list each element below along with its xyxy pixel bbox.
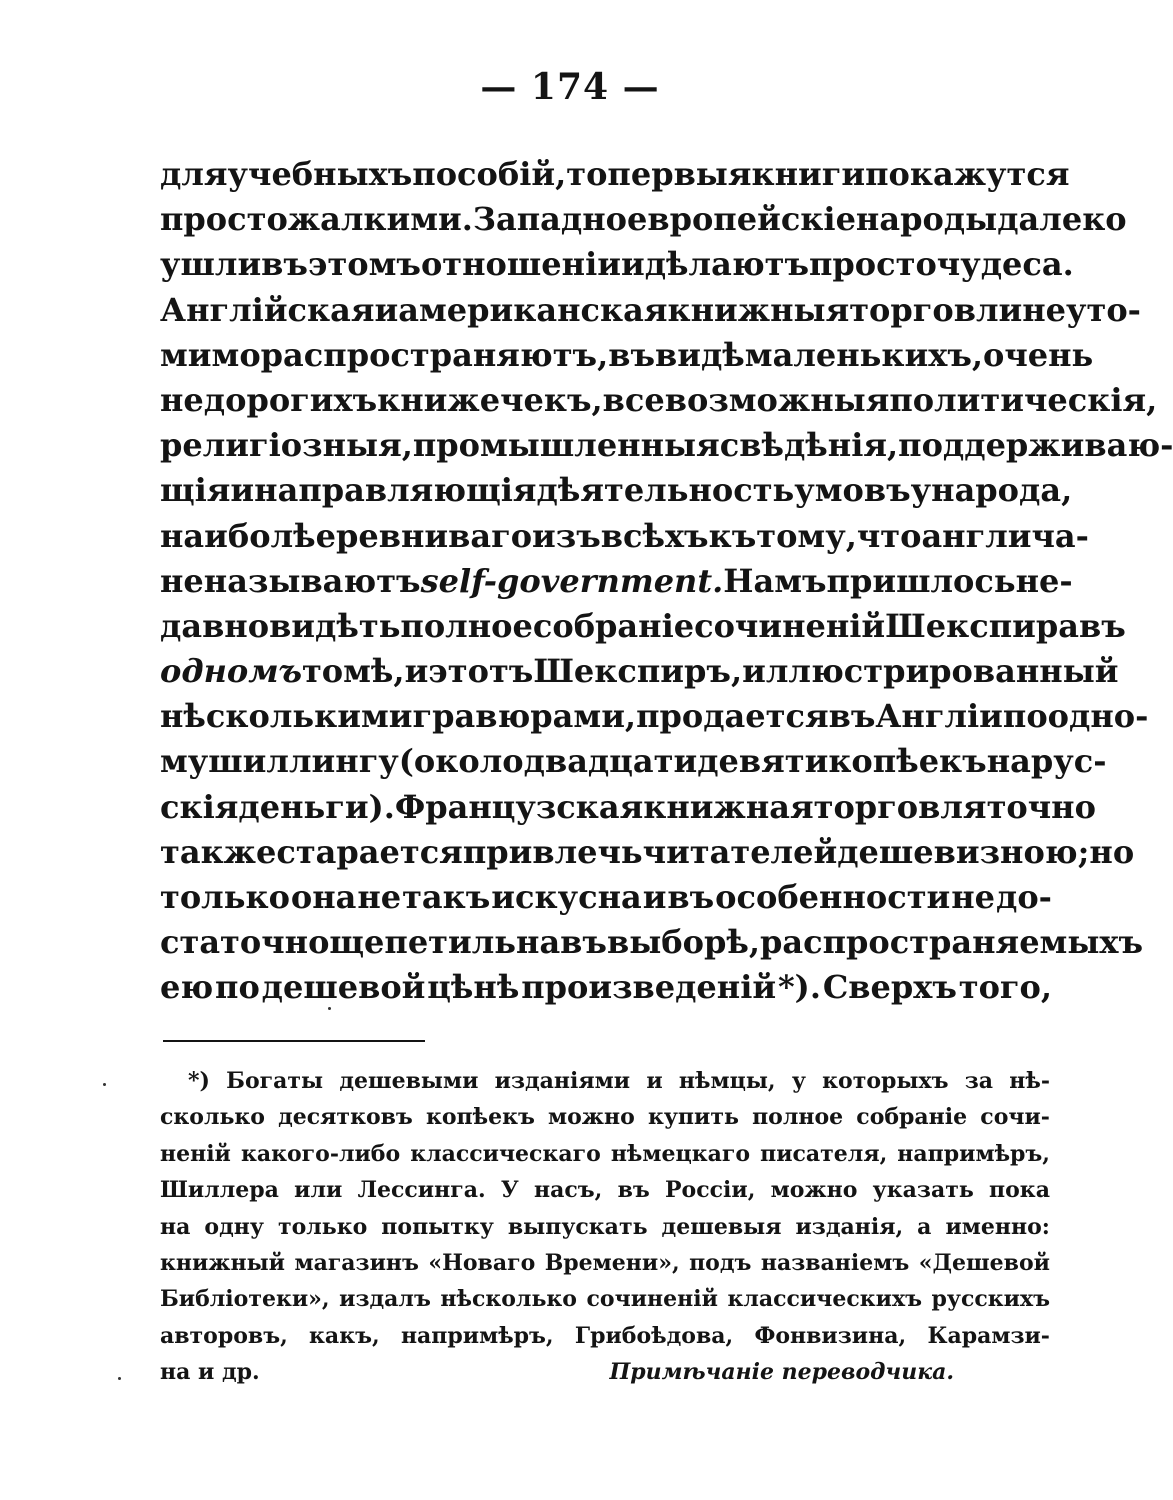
speck bbox=[118, 1377, 121, 1380]
footnote-line bbox=[160, 1318, 1050, 1354]
body-word: ревниваго bbox=[336, 516, 533, 555]
body-word: ею bbox=[160, 968, 214, 1007]
footnote-word: русскихъ bbox=[931, 1286, 1050, 1313]
footnote-word: сколько bbox=[160, 1104, 265, 1131]
body-word: произведеній bbox=[521, 968, 777, 1007]
body-word: въ bbox=[828, 697, 876, 736]
body-word: до- bbox=[995, 878, 1052, 916]
footnote-word: и bbox=[646, 1068, 663, 1094]
body-line bbox=[160, 649, 1119, 694]
body-word: щія bbox=[160, 471, 231, 510]
body-word: пришлось bbox=[826, 561, 1016, 600]
body-word: девяти bbox=[697, 742, 829, 781]
footnote-word: именно: bbox=[945, 1213, 1050, 1240]
body-word: просто bbox=[160, 200, 288, 239]
footnote-word: нѣмецкаго bbox=[610, 1140, 751, 1167]
footnote-word: нѣсколько bbox=[440, 1286, 577, 1313]
body-line bbox=[160, 152, 1070, 197]
body-word: сочиненій bbox=[694, 606, 886, 645]
footnote-word: У bbox=[500, 1177, 519, 1204]
footnote-line bbox=[160, 1209, 1050, 1245]
body-line bbox=[160, 830, 1135, 875]
body-word: торговли bbox=[849, 290, 1023, 329]
footnote-word: Лессинга. bbox=[357, 1177, 486, 1204]
footnote bbox=[160, 1063, 1050, 1391]
body-word: къ bbox=[708, 516, 757, 555]
body-line bbox=[160, 965, 1052, 1010]
body-word: учебныхъ bbox=[227, 155, 413, 193]
body-line bbox=[160, 694, 1149, 739]
body-word: одно- bbox=[1047, 697, 1149, 736]
footnote-word: подъ bbox=[689, 1249, 752, 1276]
body-line bbox=[160, 875, 1052, 920]
body-word: книжныя bbox=[667, 290, 850, 329]
body-word: одномъ bbox=[160, 652, 302, 691]
body-word: покажутся bbox=[865, 155, 1070, 193]
footnote-word: изданія, bbox=[795, 1213, 904, 1240]
footnote-word: одну bbox=[204, 1213, 264, 1240]
body-word: тому, bbox=[756, 516, 857, 555]
body-line bbox=[160, 242, 1074, 287]
body-line bbox=[160, 604, 1126, 649]
body-word: первыя bbox=[607, 155, 752, 193]
body-word: мимо bbox=[160, 335, 261, 374]
body-word: Намъ bbox=[723, 561, 827, 600]
speck bbox=[328, 1007, 331, 1010]
body-word: рус- bbox=[1030, 742, 1107, 781]
body-word: копѣекъ bbox=[828, 742, 987, 781]
body-word: и bbox=[230, 471, 255, 510]
footnote-word: пока bbox=[989, 1177, 1050, 1204]
body-word: искусна bbox=[491, 878, 642, 916]
footnote-word: классическаго bbox=[410, 1140, 601, 1167]
body-word: точно bbox=[986, 787, 1096, 826]
body-word: книжечекъ, bbox=[377, 380, 603, 419]
footnote-word: а bbox=[917, 1213, 932, 1240]
body-word: щепетильна bbox=[329, 923, 561, 962]
footnote-word: или bbox=[294, 1177, 343, 1204]
body-word: self-government. bbox=[420, 561, 724, 600]
body-word: такъ bbox=[402, 878, 491, 916]
body-word: дешевой bbox=[261, 968, 426, 1007]
footnote-word: названіемъ bbox=[760, 1249, 910, 1276]
body-word: всѣхъ bbox=[600, 516, 709, 555]
body-word: наиболѣе bbox=[160, 516, 336, 555]
footnote-word: только bbox=[277, 1213, 368, 1240]
body-word: жалкими. bbox=[287, 200, 473, 239]
body-line bbox=[160, 920, 1144, 965]
body-word: выборѣ, bbox=[606, 923, 760, 962]
body-line bbox=[160, 514, 1089, 559]
body-word: англича- bbox=[921, 516, 1089, 555]
footnote-word: у bbox=[791, 1068, 806, 1094]
body-word: свѣдѣнія, bbox=[719, 426, 899, 465]
body-word: дѣлаютъ bbox=[644, 245, 809, 284]
body-word: не- bbox=[1015, 561, 1073, 600]
footnote-word: какъ, bbox=[309, 1322, 380, 1349]
footnote-word: Времени», bbox=[544, 1249, 680, 1276]
footnote-word: сочи- bbox=[980, 1104, 1050, 1131]
footnote-line bbox=[160, 1136, 1050, 1172]
body-word: привлечь bbox=[462, 832, 643, 871]
body-word: промышленныя bbox=[412, 426, 720, 465]
footnote-word: въ bbox=[617, 1177, 650, 1204]
body-word: Шекспира bbox=[885, 606, 1079, 645]
footnote-word: писателя, bbox=[760, 1140, 888, 1167]
body-line bbox=[160, 423, 1173, 468]
footnote-line bbox=[160, 1172, 1050, 1208]
footnote-word: Шиллера bbox=[160, 1177, 279, 1204]
footnote-word: попытку bbox=[381, 1213, 494, 1240]
body-word: чудеса. bbox=[936, 245, 1074, 284]
body-word: только bbox=[160, 878, 290, 916]
footnote-line bbox=[160, 1099, 1050, 1135]
body-word: называютъ bbox=[203, 561, 421, 600]
footnote-word: магазинъ bbox=[294, 1249, 419, 1276]
footnote-line bbox=[160, 1281, 1050, 1317]
footnote-word: за bbox=[964, 1068, 993, 1094]
body-word: всевозможныя bbox=[602, 380, 890, 419]
body-word: видѣть bbox=[269, 606, 401, 645]
body-word: гравюрами, bbox=[412, 697, 637, 736]
body-word: особенности bbox=[715, 878, 951, 916]
footnote-word: собраніе bbox=[856, 1104, 968, 1131]
body-word: у bbox=[910, 471, 932, 510]
body-line bbox=[160, 468, 1073, 513]
body-word: поддерживаю- bbox=[898, 426, 1173, 465]
body-word: изъ bbox=[532, 516, 601, 555]
body-word: видѣ bbox=[655, 335, 745, 374]
body-word: въ bbox=[667, 878, 715, 916]
body-word: деньги). bbox=[238, 787, 395, 826]
body-word: собраніе bbox=[532, 606, 695, 645]
footnote-word: какого-либо bbox=[240, 1140, 401, 1167]
body-word: двадцати bbox=[523, 742, 698, 781]
body-word: *). bbox=[777, 968, 821, 1007]
footnote-separator bbox=[163, 1040, 425, 1042]
body-line bbox=[160, 785, 1096, 830]
body-word: цѣнѣ bbox=[427, 968, 520, 1007]
body-word: что bbox=[856, 516, 922, 555]
footnote-line bbox=[160, 1354, 1050, 1390]
body-word: маленькихъ, bbox=[744, 335, 983, 374]
body-word: статочно bbox=[160, 923, 330, 962]
body-word: и bbox=[642, 878, 667, 916]
footnote-word: насъ, bbox=[534, 1177, 603, 1204]
footnote-word: которыхъ bbox=[822, 1068, 949, 1094]
body-word: торговля bbox=[813, 787, 987, 826]
body-word: также bbox=[160, 832, 277, 871]
footnote-word: можно bbox=[548, 1104, 635, 1131]
footnote-word: издалъ bbox=[339, 1286, 431, 1313]
body-line bbox=[160, 378, 1158, 423]
body-word: то bbox=[566, 155, 608, 193]
footnote-word: копѣекъ bbox=[425, 1104, 535, 1131]
footnote-word: дешевыя bbox=[661, 1213, 782, 1240]
body-word: религіозныя, bbox=[160, 426, 413, 465]
body-word: дешевизною; bbox=[837, 832, 1090, 871]
body-word: просто bbox=[809, 245, 937, 284]
body-word: и bbox=[620, 245, 645, 284]
body-word: въ bbox=[1078, 606, 1126, 645]
body-word: дѣятельность bbox=[536, 471, 795, 510]
body-word: въ bbox=[560, 923, 607, 962]
body-word: народы bbox=[855, 200, 998, 239]
footnote-word: напримѣръ, bbox=[400, 1322, 554, 1349]
body-word: старается bbox=[276, 832, 463, 871]
speck bbox=[103, 1083, 106, 1086]
body-word: давно bbox=[160, 606, 270, 645]
footnote-word: нѣмцы, bbox=[678, 1068, 776, 1094]
footnote-word: *) bbox=[188, 1068, 210, 1094]
body-word: отношеніи bbox=[420, 245, 621, 284]
body-word: Англійская bbox=[160, 290, 375, 329]
translator-note-signature: Примѣчаніе переводчика. bbox=[609, 1359, 954, 1386]
body-word: на bbox=[986, 742, 1031, 781]
footnote-word: книжный bbox=[160, 1249, 285, 1276]
footnote-word: Фонвизина, bbox=[754, 1322, 907, 1349]
body-word: пособій, bbox=[412, 155, 567, 193]
footnote-word: «Дешевой bbox=[918, 1249, 1050, 1276]
body-word: книжная bbox=[643, 787, 814, 826]
footnote-word: нѣ- bbox=[1009, 1068, 1050, 1094]
body-word: не bbox=[160, 561, 204, 600]
footnote-word: на и др. bbox=[160, 1359, 260, 1386]
body-word: книги bbox=[751, 155, 866, 193]
footnote-word: Россіи, bbox=[665, 1177, 756, 1204]
body-line bbox=[160, 739, 1107, 784]
body-word: Французская bbox=[394, 787, 644, 826]
body-word: не bbox=[951, 878, 996, 916]
footnote-line bbox=[160, 1063, 1050, 1099]
body-word: американская bbox=[398, 290, 668, 329]
body-text bbox=[160, 152, 1173, 1011]
body-word: читателей bbox=[642, 832, 838, 871]
body-word: этомъ bbox=[307, 245, 421, 284]
footnote-word: Грибоѣдова, bbox=[574, 1322, 734, 1349]
body-word: Западноевропейскіе bbox=[472, 200, 856, 239]
footnote-line bbox=[160, 1245, 1050, 1281]
footnote-word: «Новаго bbox=[428, 1249, 536, 1276]
footnote-word: классическихъ bbox=[727, 1286, 922, 1313]
body-word: очень bbox=[983, 335, 1094, 374]
body-word: распространяютъ, bbox=[260, 335, 609, 374]
body-word: продается bbox=[636, 697, 829, 736]
body-word: ушли bbox=[160, 245, 262, 284]
body-word: томѣ, bbox=[301, 652, 405, 691]
footnote-word: указать bbox=[872, 1177, 974, 1204]
body-word: умовъ bbox=[794, 471, 911, 510]
body-word: недорогихъ bbox=[160, 380, 378, 419]
footnote-word: на bbox=[160, 1213, 191, 1240]
body-word: этотъ bbox=[428, 652, 534, 691]
footnote-word: выпускать bbox=[507, 1213, 648, 1240]
body-word: му bbox=[160, 742, 209, 781]
body-word: не bbox=[357, 878, 402, 916]
body-word: и bbox=[404, 652, 429, 691]
body-word: (около bbox=[398, 742, 524, 781]
body-word: полное bbox=[400, 606, 533, 645]
body-word: народа, bbox=[931, 471, 1073, 510]
body-word: далеко bbox=[997, 200, 1127, 239]
body-word: она bbox=[290, 878, 357, 916]
footnote-word: авторовъ, bbox=[160, 1322, 288, 1349]
footnote-word: сочиненій bbox=[586, 1286, 718, 1313]
body-word: шиллингу bbox=[208, 742, 399, 781]
footnote-word: полное bbox=[752, 1104, 844, 1131]
page-number: — 174 — bbox=[480, 66, 660, 108]
footnote-word: Богаты bbox=[226, 1068, 324, 1094]
footnote-word: напримѣръ, bbox=[897, 1140, 1050, 1167]
footnote-word: десятковъ bbox=[278, 1104, 413, 1131]
body-word: и bbox=[374, 290, 399, 329]
body-word: въ bbox=[261, 245, 308, 284]
body-line bbox=[160, 288, 1141, 333]
body-word: скія bbox=[160, 787, 239, 826]
body-word: того, bbox=[958, 968, 1052, 1007]
footnote-word: купить bbox=[647, 1104, 739, 1131]
body-word: иллюстрированный bbox=[742, 652, 1119, 691]
body-word: Шекспиръ, bbox=[533, 652, 743, 691]
footnote-word: неній bbox=[160, 1140, 231, 1167]
footnote-word: Карамзи- bbox=[927, 1322, 1050, 1349]
body-word: въ bbox=[608, 335, 655, 374]
body-word: Англіи bbox=[875, 697, 1003, 736]
body-word: но bbox=[1089, 832, 1135, 871]
body-word: распространяемыхъ bbox=[759, 923, 1144, 962]
footnote-word: дешевыми bbox=[339, 1068, 479, 1094]
body-word: неуто- bbox=[1022, 290, 1141, 329]
body-line bbox=[160, 333, 1094, 378]
body-word: по bbox=[215, 968, 260, 1007]
body-word: направляющія bbox=[254, 471, 537, 510]
body-word: для bbox=[160, 155, 228, 193]
footnote-word: можно bbox=[770, 1177, 858, 1204]
footnote-word: Библіотеки», bbox=[160, 1286, 330, 1313]
body-word: Сверхъ bbox=[822, 968, 957, 1007]
body-word: по bbox=[1002, 697, 1048, 736]
body-word: нѣсколькими bbox=[160, 697, 413, 736]
body-line bbox=[160, 197, 1127, 242]
body-word: политическія, bbox=[889, 380, 1158, 419]
body-line bbox=[160, 559, 1073, 604]
footnote-word: изданіями bbox=[494, 1068, 631, 1094]
